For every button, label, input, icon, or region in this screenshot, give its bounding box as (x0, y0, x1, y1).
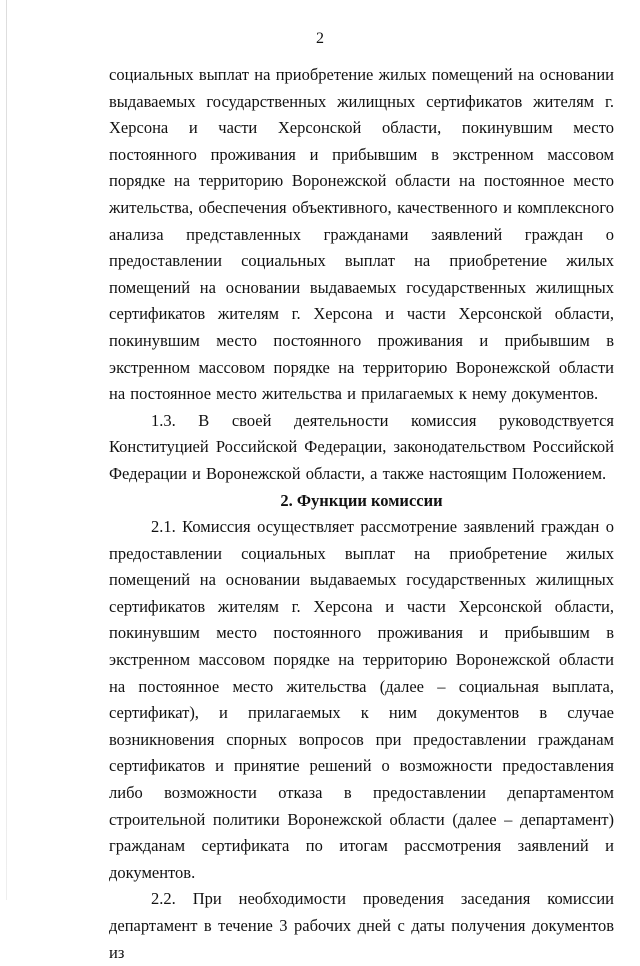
section-heading-functions: 2. Функции комиссии (280, 490, 443, 510)
paragraph-1-3: 1.3. В своей деятельности комиссия руководствуется Конституцией Российской Федерации, законодательством Российской Федерации и Воронежской области, а также настоящим Положением. (109, 410, 614, 483)
paragraph-2-1: 2.1. Комиссия осуществляет рассмотрение заявлений граждан о предоставлении социальных выплат на приобретение жилых помещений на основании выдаваемых государственных жилищных сертификатов жителям г. Херсона и части Херсонской области, покинувшим место постоянного проживания и прибывшим в экстренном массовом порядке на территорию Воронежской области на постоянное место жительства (далее – социальная выплата, сертификат), и прилагаемых к ним документов в случае возникновения спорных вопросов при предоставлении гражданам сертификатов и принятие решений о возможности предоставления либо возможности отказа в предоставлении департаментом строительной политики Воронежской области (далее – департамент) гражданам сертификата по итогам рассмотрения заявлений и документов. (109, 517, 614, 882)
page-number: 2 (316, 30, 324, 47)
scan-edge-shadow (6, 0, 7, 900)
paragraph-2-2: 2.2. При необходимости проведения заседания комиссии департамент в течение 3 рабочих дней с даты получения документов из (109, 889, 614, 962)
paragraph-continuation: социальных выплат на приобретение жилых помещений на основании выдаваемых государственных жилищных сертификатов жителям г. Херсона и части Херсонской области, покинувшим место постоянного проживания и прибывшим в экстренном массовом порядке на территорию Воронежской области на постоянное место жительства, обеспечения объективного, качественного и комплексного анализа представленных гражданами заявлений граждан о предоставлении социальных выплат на приобретение жилых помещений на основании выдаваемых государственных жилищных сертификатов жителям г. Херсона и части Херсонской области, покинувшим место постоянного проживания и прибывшим в экстренном массовом порядке на территорию Воронежской области на постоянное место жительства и прилагаемых к нему документов. (109, 65, 614, 404)
document-body (109, 62, 614, 966)
